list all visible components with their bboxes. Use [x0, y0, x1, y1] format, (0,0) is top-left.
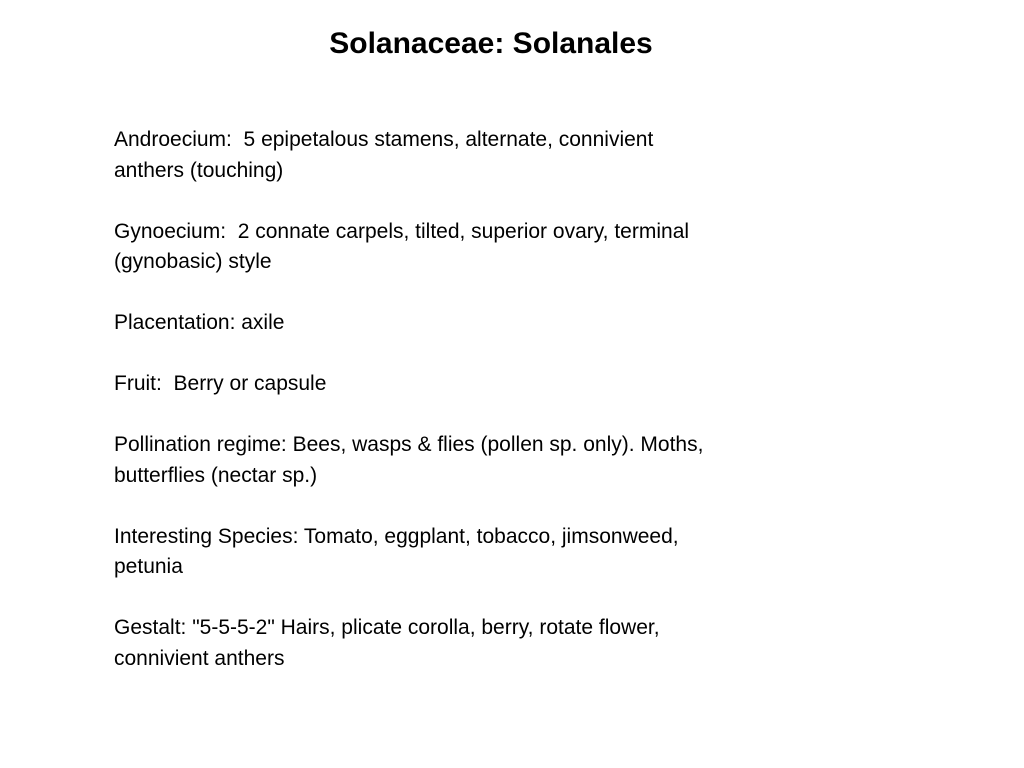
paragraph-interesting-species: Interesting Species: Tomato, eggplant, tobacco, jimsonweed, petunia	[114, 524, 679, 578]
paragraph-gynoecium: Gynoecium: 2 connate carpels, tilted, superior ovary, terminal (gynobasic) style	[114, 219, 690, 273]
paragraph-gestalt: Gestalt: "5-5-5-2" Hairs, plicate corolla, berry, rotate flower, connivient anthers	[114, 616, 660, 670]
paragraph-pollination-regime: Pollination regime: Bees, wasps & flies (pollen sp. only). Moths, butterflies (nectar sp.)	[114, 433, 704, 487]
paragraph-fruit: Fruit: Berry or capsule	[114, 372, 327, 395]
slide-body	[114, 125, 874, 674]
paragraph-androecium: Androecium: 5 epipetalous stamens, alternate, connivient anthers (touching)	[114, 128, 654, 182]
paragraph-placentation: Placentation: axile	[114, 311, 285, 334]
slide-title: Solanaceae: Solanales	[329, 27, 653, 60]
